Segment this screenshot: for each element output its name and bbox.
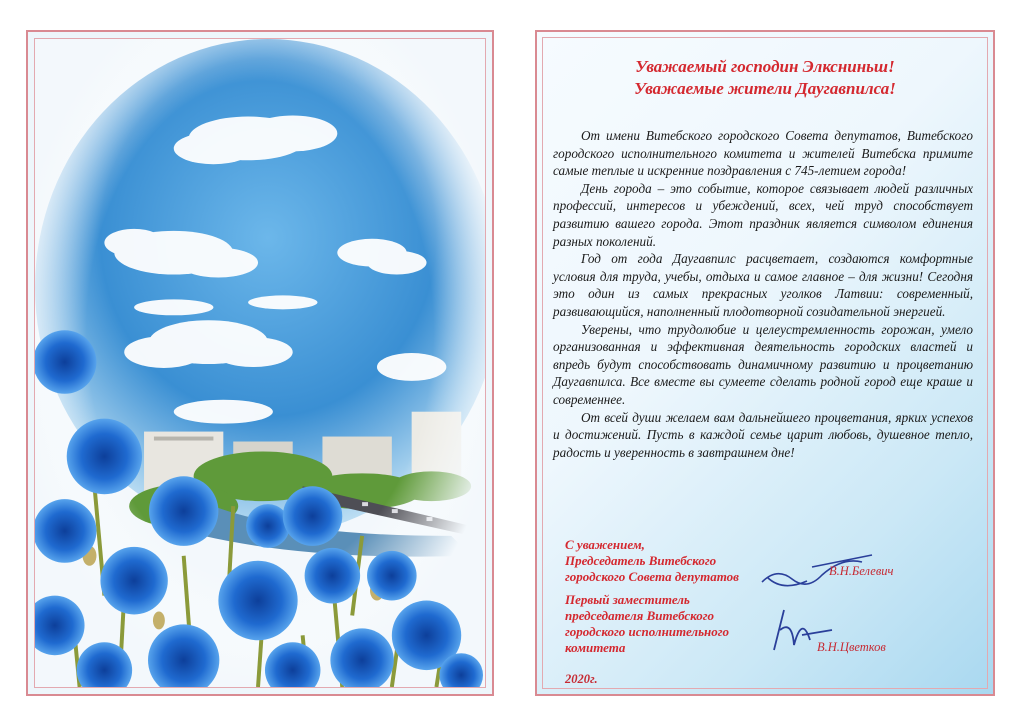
illustration-frame	[34, 38, 486, 688]
signature-1-line: С уважением,	[565, 537, 645, 552]
paragraph-3: Год от года Даугавпилс расцветает, создаются комфортные условия для труда, учебы, отдыха и самое главное – для жизни! Сегодня это один из самых прекрасных уголков Латвии: современный, развивающийся, наполненный плодотворной созидательной энергией.	[553, 251, 973, 319]
illustration-page	[26, 30, 494, 696]
paragraph-4: Уверены, что трудолюбие и целеустремленность горожан, умело организованная и эффективная деятельность городских властей и впредь будут способствовать динамичному развитию и процветанию Даугавпилса. Все вместе вы сумеете сделать родной город еще краше и современнее.	[553, 321, 973, 407]
signature-1-line: Председатель Витебского	[565, 553, 717, 568]
greeting-line-1: Уважаемый господин Элксниньш!	[635, 57, 895, 76]
paragraph-2: День города – это событие, которое связывает людей различных профессий, интересов и убеждений, всех, чей труд способствует развитию вашего города. Этот праздник является символом единения разных поколений.	[553, 180, 973, 249]
signature-2-line: комитета	[565, 640, 626, 655]
letter-greeting	[537, 56, 993, 100]
letter-date: 2020г.	[565, 672, 598, 686]
signature-2-title	[565, 592, 729, 656]
signature-1-title	[565, 537, 739, 585]
signature-2-line: городского исполнительного	[565, 624, 730, 639]
signature-2-line: Первый заместитель	[565, 592, 690, 607]
letter-page	[535, 30, 995, 696]
paragraph-5: От всей души желаем вам дальнейшего процветания, ярких успехов и достижений. Пусть в каждой семье царит любовь, душевное тепло, радость и уверенность в завтрашнем дне!	[553, 409, 973, 460]
signature-1-line: городского Совета депутатов	[565, 569, 739, 584]
paragraph-1: От имени Витебского городского Совета депутатов, Витебского городского исполнительного комитета и жителей Витебска примите самые теплые и искренние поздравления с 745-летием города!	[553, 128, 973, 179]
greeting-line-2: Уважаемые жители Даугавпилса!	[634, 79, 896, 98]
cityscape-cornflowers-illustration	[35, 39, 485, 687]
signature-1-name: В.Н.Белевич	[829, 564, 894, 578]
signature-2-name: В.Н.Цветков	[817, 640, 886, 654]
letter-body	[553, 127, 973, 461]
signature-2-line: председателя Витебского	[565, 608, 715, 623]
